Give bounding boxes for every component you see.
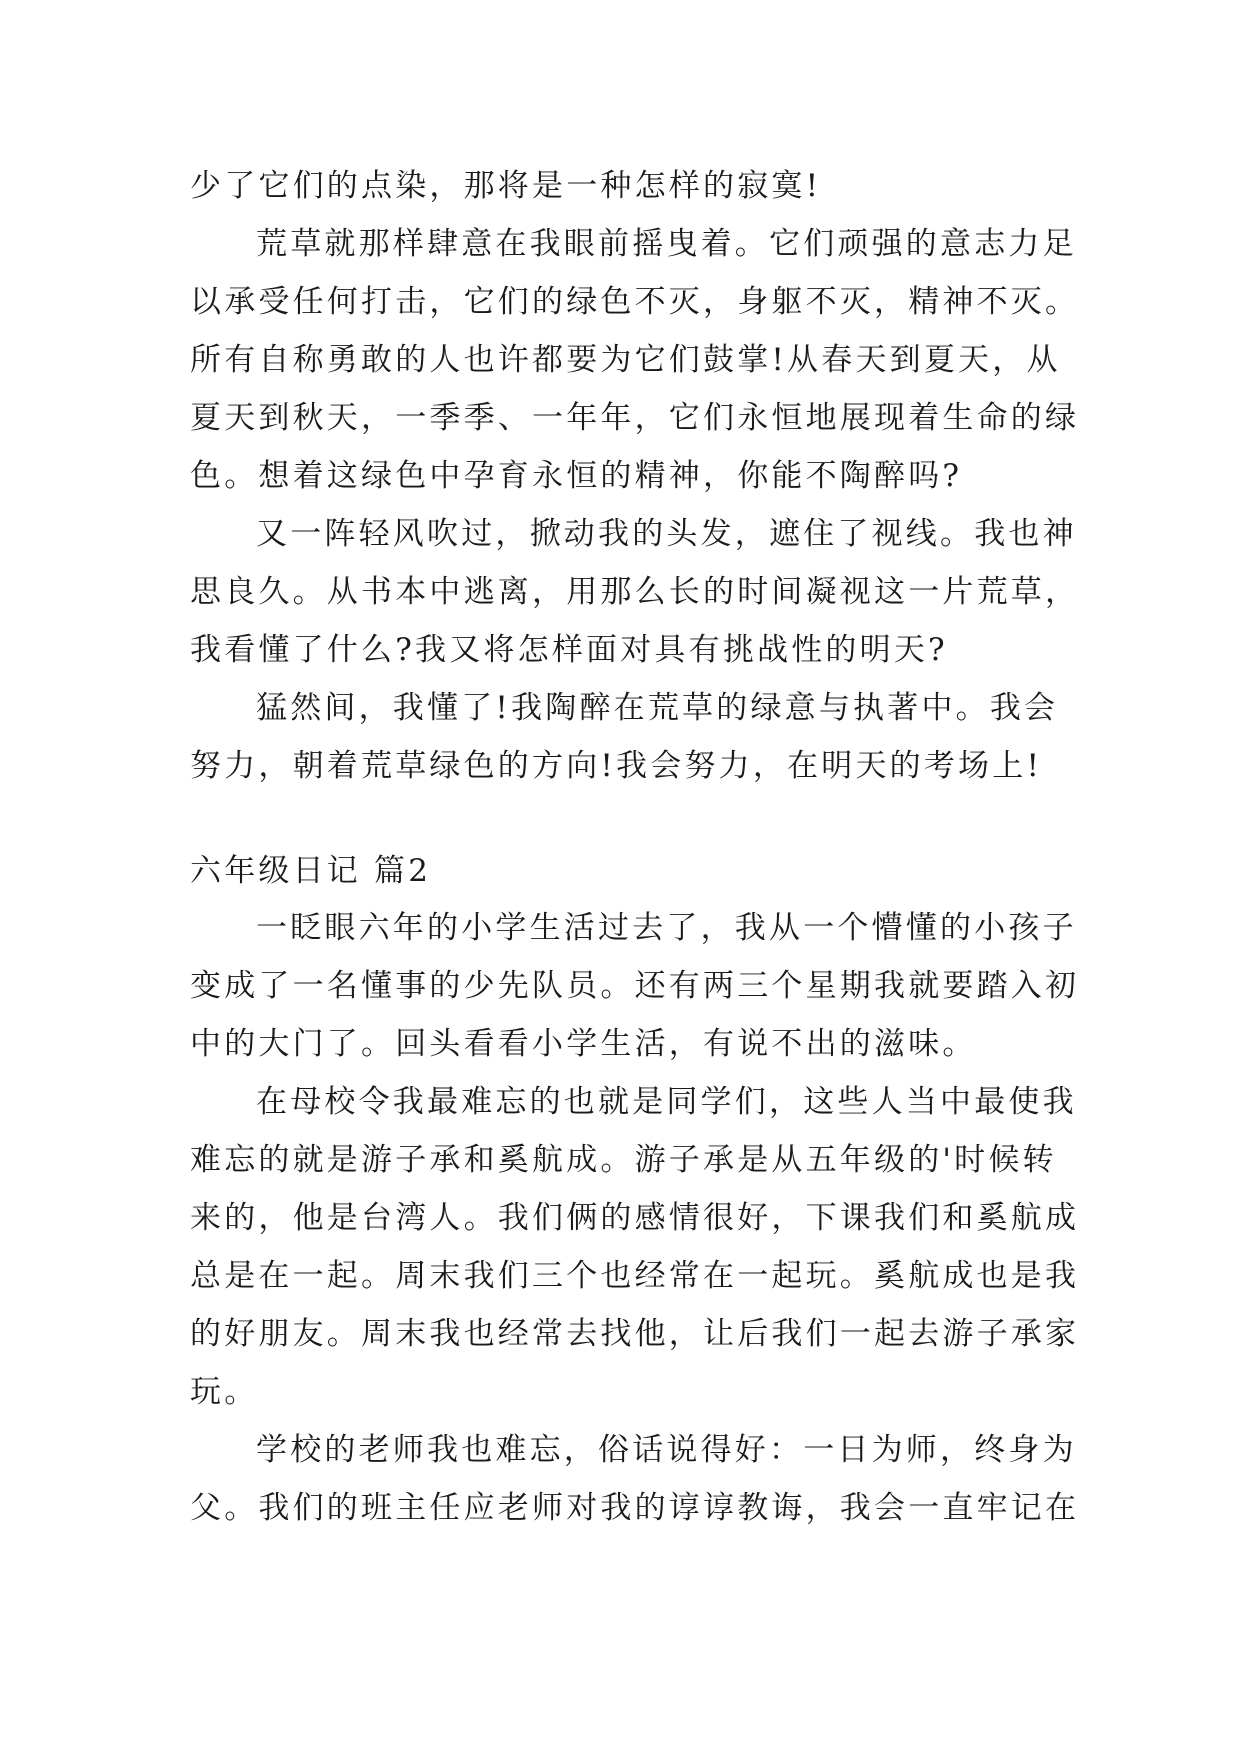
paragraph-start-line: 学校的老师我也难忘，俗话说得好：一日为师，终身为 — [256, 1432, 1077, 1468]
paragraph-start-line: 一眨眼六年的小学生活过去了，我从一个懵懂的小孩子 — [256, 910, 1077, 946]
paragraph-start-line: 猛然间，我懂了!我陶醉在荒草的绿意与执著中。我会 — [256, 690, 1059, 726]
text-line: 思良久。从书本中逃离，用那么长的时间凝视这一片荒草， — [190, 574, 1080, 610]
text-line: 努力，朝着荒草绿色的方向!我会努力，在明天的考场上! — [190, 748, 1043, 784]
text-line: 来的，他是台湾人。我们俩的感情很好，下课我们和奚航成 — [190, 1200, 1080, 1236]
text-line: 夏天到秋天，一季季、一年年，它们永恒地展现着生命的绿 — [190, 400, 1080, 436]
paragraph-start-line: 荒草就那样肆意在我眼前摇曳着。它们顽强的意志力足 — [256, 226, 1077, 262]
paragraph-start-line: 又一阵轻风吹过，掀动我的头发，遮住了视线。我也神 — [256, 516, 1077, 552]
text-line: 变成了一名懂事的少先队员。还有两三个星期我就要踏入初 — [190, 968, 1080, 1004]
text-line: 少了它们的点染，那将是一种怎样的寂寞! — [190, 168, 822, 204]
text-line: 难忘的就是游子承和奚航成。游子承是从五年级的'时候转 — [190, 1142, 1057, 1178]
text-line: 我看懂了什么?我又将怎样面对具有挑战性的明天? — [190, 632, 948, 668]
paragraph-start-line: 在母校令我最难忘的也就是同学们，这些人当中最使我 — [256, 1084, 1077, 1120]
text-line: 以承受任何打击，它们的绿色不灭，身躯不灭，精神不灭。 — [190, 284, 1080, 320]
text-line: 玩。 — [190, 1374, 259, 1410]
section-heading: 六年级日记 篇2 — [190, 853, 432, 889]
text-line: 总是在一起。周末我们三个也经常在一起玩。奚航成也是我 — [190, 1258, 1080, 1294]
text-line: 的好朋友。周末我也经常去找他，让后我们一起去游子承家 — [190, 1316, 1080, 1352]
text-line: 父。我们的班主任应老师对我的谆谆教诲，我会一直牢记在 — [190, 1490, 1080, 1526]
text-line: 所有自称勇敢的人也许都要为它们鼓掌!从春天到夏天，从 — [190, 342, 1061, 378]
text-line: 色。想着这绿色中孕育永恒的精神，你能不陶醉吗? — [190, 458, 963, 494]
text-line: 中的大门了。回头看看小学生活，有说不出的滋味。 — [190, 1026, 977, 1062]
